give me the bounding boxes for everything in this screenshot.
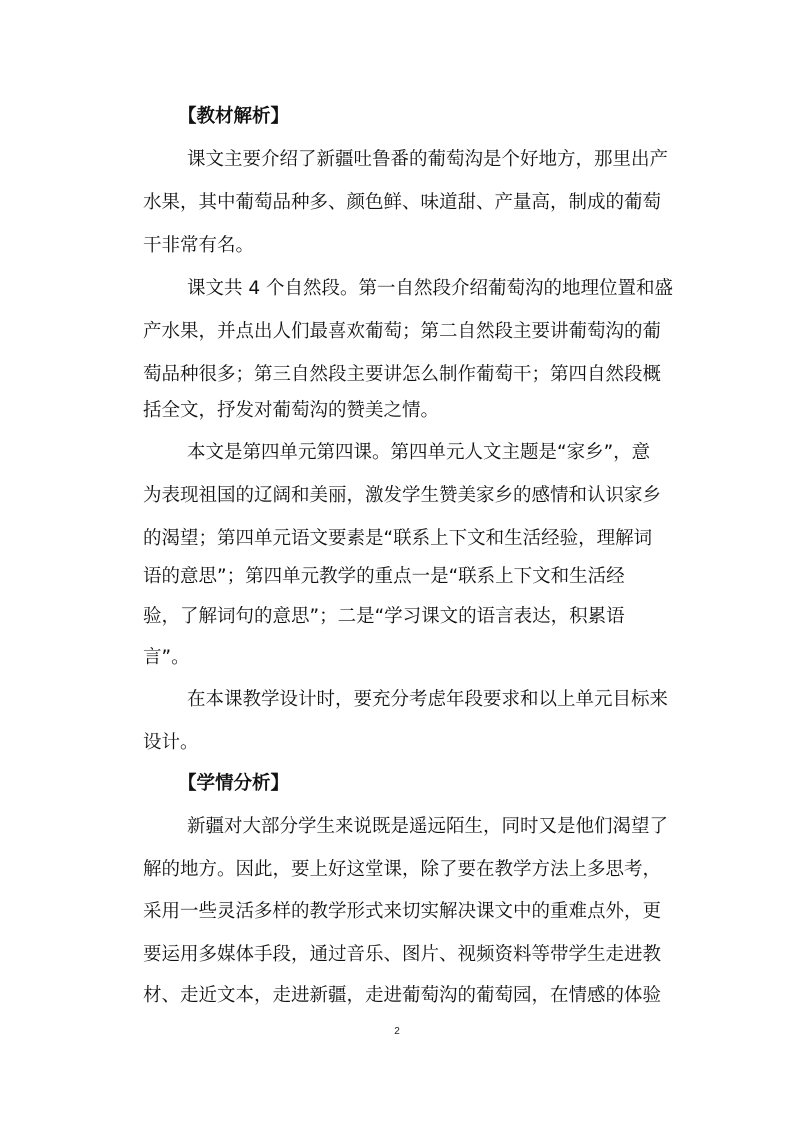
line-text: 括全文，抒发对葡萄沟的赞美之情。	[143, 400, 440, 421]
line-text: 干非常有名。	[143, 235, 255, 256]
section-heading	[0, 772, 794, 812]
paragraph-line	[0, 399, 794, 439]
paragraph-line	[0, 565, 794, 605]
line-text: 采用一些灵活多样的教学形式来切实解决课文中的重难点外，更	[143, 901, 662, 922]
paragraph-line	[0, 984, 794, 1024]
line-text: 本文是第四单元第四课。第四单元人文主题是“家乡”，意	[187, 442, 651, 463]
line-text: 课文主要介绍了新疆吐鲁番的葡萄沟是个好地方，那里出产	[187, 149, 669, 170]
line-text: 要运用多媒体手段，通过音乐、图片、视频资料等带学生走进教	[143, 944, 662, 965]
heading-text: 【学情分析】	[178, 773, 290, 794]
paragraph-line	[0, 731, 794, 771]
line-text: 产水果，并点出人们最喜欢葡萄；第二自然段主要讲葡萄沟的葡	[143, 321, 662, 342]
line-text: 课文共 4 个自然段。第一自然段介绍葡萄沟的地理位置和盛	[187, 278, 674, 299]
paragraph-line	[0, 688, 794, 728]
line-text: 为表现祖国的辽阔和美丽，激发学生赞美家乡的感情和认识家乡	[143, 485, 662, 506]
line-text: 在本课教学设计时，要充分考虑年段要求和以上单元目标来	[187, 689, 669, 710]
paragraph-line	[0, 277, 794, 317]
paragraph-line	[0, 320, 794, 360]
line-text: 新疆对大部分学生来说既是遥远陌生，同时又是他们渴望了	[187, 816, 669, 837]
paragraph-line	[0, 441, 794, 481]
paragraph-line	[0, 605, 794, 645]
heading-text: 【教材解析】	[178, 106, 290, 127]
paragraph-line	[0, 815, 794, 855]
line-text: 语的意思”；第四单元教学的重点一是“联系上下文和生活经	[143, 566, 625, 587]
paragraph-line	[0, 943, 794, 983]
paragraph-line	[0, 858, 794, 898]
paragraph-line	[0, 484, 794, 524]
paragraph-line	[0, 900, 794, 940]
page-number: 2	[394, 1026, 400, 1037]
paragraph-line	[0, 234, 794, 274]
line-text: 的渴望；第四单元语文要素是“联系上下文和生活经验，理解词	[143, 528, 653, 549]
paragraph-line	[0, 527, 794, 567]
line-text: 言”。	[143, 647, 190, 668]
paragraph-line	[0, 646, 794, 686]
line-text: 材、走近文本，走进新疆，走进葡萄沟的葡萄园，在情感的体验	[143, 985, 662, 1006]
line-text: 萄品种很多；第三自然段主要讲怎么制作葡萄干；第四自然段概	[143, 364, 662, 385]
line-text: 水果，其中葡萄品种多、颜色鲜、味道甜、产量高，制成的葡萄	[143, 192, 662, 213]
line-text: 解的地方。因此，要上好这堂课，除了要在教学方法上多思考，	[143, 859, 662, 880]
line-text: 设计。	[143, 732, 199, 753]
line-text: 验，了解词句的意思”；二是“学习课文的语言表达，积累语	[143, 606, 625, 627]
paragraph-line	[0, 363, 794, 403]
section-heading	[0, 105, 794, 145]
paragraph-line	[0, 148, 794, 188]
paragraph-line	[0, 191, 794, 231]
